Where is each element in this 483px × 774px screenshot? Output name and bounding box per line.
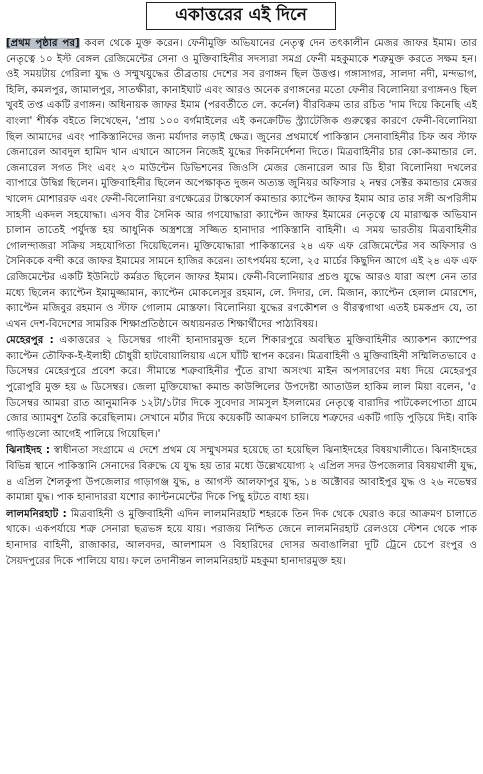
paragraph-meherpur <box>6 333 477 442</box>
paragraph-lead: [প্রথম পৃষ্ঠার পর] <box>6 38 80 49</box>
paragraph-lead: লালমনিরহাট : <box>6 508 67 520</box>
paragraph-text: স্বাধীনতা সংগ্রামে এ দেশে প্রথম যে সম্মুখসমর হয়েছে তা হয়েছিল ঝিনাইদহের বিষয়খালীতে। ঝিনাইদহের বিভিন্ন স্থানে পাকিস্তানি সেনাদের বিরুদ্ধে যে যুদ্ধ হয় তার মধ্যে উল্লেখযোগ্য ২ এপ্রিল সদর উপজেলার বিষয়খালী যুদ্ধ, ৪ এপ্রিল শৈলকুপা উপজেলার গাড়াগঞ্জ যুদ্ধ, ৪ আগস্ট আলফাপুর যুদ্ধ, ১৪ অক্টোবর আবাইপুর যুদ্ধ ও ২৬ নভেম্বর কামান্না যুদ্ধ। পাক হানাদাররা যশোর ক্যান্টনমেন্টের দিকে পিছু হটতে বাধ্য হয়। <box>6 445 477 504</box>
title-box <box>146 2 336 30</box>
paragraph-lalmonirhat <box>6 507 477 569</box>
paragraph-text: একাত্তরের ২ ডিসেম্বর গাংনী হানাদারমুক্ত হলে শিকারপুরে অবস্থিত মুক্তিবাহিনীর অ্যাকশন ক্যাম্পের ক্যাপ্টেন তৌফিক-ই-ইলাহী চৌধুরী হাটবোয়ালিয়ায় এসে ঘাঁটি স্থাপন করেন। মিত্রবাহিনী ও মুক্তিবাহিনী সম্মিলিতভাবে ৫ ডিসেম্বর মেহেরপুরে প্রবেশ করে। সীমান্তে শত্রুবাহিনীর পুঁতে রাখা অসংখ্য মাইন অপসারণের মধ্য দিয়ে মেহেরপুর পুরোপুরি মুক্ত হয় ৬ ডিসেম্বর। জেলা মুক্তিযোদ্ধা কমান্ড কাউন্সিলের উপদেষ্টা আতাউল হাকিম লাল মিয়া বলেন, '৫ ডিসেম্বর আমরা রাত আনুমানিক ১২টা/১টার দিকে সুবেদার সামসুল ইসলামের নেতৃত্বে বারাদির পাটকেলপোতা গ্রামে জোর অ্যামবুশ তৈরি করেছিলাম। সেখানে মর্টার দিয়ে কয়েকটি আক্রমণ চালিয়ে শত্রুদের একটি গাড়ি পুড়িয়ে দিই। বাকি গাড়িগুলো আগেই পালিয়ে গিয়েছিল।' <box>6 335 477 440</box>
paragraph-lead: ঝিনাইদহ : <box>6 445 50 457</box>
article-body <box>6 36 477 770</box>
paragraph-feni <box>6 36 477 332</box>
paragraph-text: মিত্রবাহিনী ও মুক্তিবাহিনী এদিন লালমনিরহাট শহরকে তিন দিক থেকে ঘেরাও করে আক্রমণ চালাতে থাকে। একপর্যায়ে শত্রু সেনারা ছত্রভঙ্গ হয়ে যায়। পরাজয় নিশ্চিত জেনে লালমনিরহাট রেলওয়ে স্টেশন থেকে পাক হানাদার বাহিনী, রাজাকার, আলবদর, আলশামস ও বিহারিদের দোসর অবাঙালিরা দুটি ট্রেনে চেপে রংপুর ও সৈয়দপুরের দিকে পালিয়ে যায়। ফলে তদানীন্তন লালমনিরহাট মহকুমা হানাদারমুক্ত হয়। <box>6 508 477 567</box>
paragraph-jhenaidah <box>6 443 477 505</box>
column-title: একাত্তরের এই দিনে <box>175 5 307 25</box>
paragraph-lead: মেহেরপুর : <box>6 335 54 347</box>
paragraph-text: কবল থেকে মুক্ত করেন। ফেনীমুক্তি অভিযানের নেতৃত্ব দেন তৎকালীন মেজর জাফর ইমাম। তার নেতৃত্বে ১০ ইস্ট বেঙ্গল রেজিমেন্টের সেনা ও মুক্তিবাহিনীর সদস্যরা সমগ্র ফেনী মহকুমাকে শত্রুমুক্ত করতে সক্ষম হন। ওই সময়টায় গেরিলা যুদ্ধ ও সম্মুখযুদ্ধের তীব্রতায় দেশের সব রণাঙ্গন ছিল উত্তপ্ত। গঙ্গাসাগর, সালদা নদী, মন্দভাগ, হিলি, কমলপুর, জামালপুর, সাতক্ষীরা, কানাইঘাট এবং আরও অনেক রণাঙ্গনের মতো ফেনীর বিলোনিয়া রণাঙ্গনও ছিল খুবই তপ্ত একটি রণাঙ্গন। অধিনায়ক জাফর ইমাম (পরবর্তীতে লে. কর্নেল) বীরবিক্রম তার রচিত 'দাম দিয়ে কিনেছি এই বাংলা' শীর্ষক বইতে লিখেছেন, 'প্রায় ১০০ বর্গমাইলের এই কনক্রেটিভ স্ট্র্যাটেজিক গুরুত্বের কারণে ফেনী-বিলোনিয়া ছিল আমাদের এবং পাকিস্তানিদের জন্য মর্যাদার লড়াই ক্ষেত্র। জুনের প্রথমার্ধে পাকিস্তান সেনাবাহিনীর চিফ অব স্টাফ জেনারেল আবদুল হামিদ খান এখানে আসেন নিজেই যুদ্ধের দিকনির্দেশনা দিতে। মিত্রবাহিনীর চার কো-কমান্ডার লে. জেনারেল সগত সিং এবং ২৩ মাউন্টেন ডিভিশনের জিওসি মেজর জেনারেল আর ডি হীরা বিলোনিয়া দখলের ব্যাপারে উদ্বিগ্ন ছিলেন। মুক্তিবাহিনীর ছিলেন অপেক্ষাকৃত দুজন অত্যন্ত জুনিয়র অফিসার ২ নম্বর সেক্টর কমান্ডার মেজর খালেদ মোশাররফ এবং ফেনী-বিলোনিয়া রণক্ষেত্রের টাস্কফোর্স কমান্ডার ক্যাপ্টেন জাফর ইমাম আর তার সঙ্গী অপরিসীম সাহসী একদল সহযোদ্ধা। এসব বীর সৈনিক আর গণযোদ্ধারা ক্যাপ্টেন জাফর ইমামের নেতৃত্বে যে মারাত্মক অভিযান চালান তাতেই পর্যুদস্ত হয় আধুনিক অস্ত্রশস্ত্রে সজ্জিত হানাদার পাকিস্তানি বাহিনী। এ সময় ভারতীয় মিত্রবাহিনীর গোলন্দাজরা সক্রিয় সহযোগিতা দিয়েছিলেন। মুক্তিযোদ্ধারা পাকিস্তানের ২৪ এফ এফ রেজিমেন্টের সব অফিসার ও সৈনিককে বন্দী করে জাফর ইমামের সামনে হাজির করেন। তাৎপর্যময় হলো, ২৫ মার্চের কিছুদিন আগে এই ২৪ এফ এফ রেজিমেন্টের একটি ইউনিটে কর্মরত ছিলেন জাফর ইমাম। ফেনী-বিলোনিয়ার প্রচণ্ড যুদ্ধে আরও যারা অংশ নেন তার মধ্যে ছিলেন ক্যাপ্টেন ইমামুজ্জামান, ক্যাপ্টেন মোকলেসুর রহমান, লে. দিদার, লে. মিজান, ক্যাপ্টেন হেলাল মোরশেদ, ক্যাপ্টেন মজিবুর রহমান ও স্টাফ গোলাম মোস্তফা। বিলোনিয়া যুদ্ধের রণকৌশল ও বীরত্বগাথা এতই চমকপ্রদ যে, তা এখন দেশ-বিদেশের সামরিক শিক্ষাপ্রতিষ্ঠানে অধ্যয়নরত শিক্ষার্থীদের পাঠ্যবিষয়। <box>6 38 477 330</box>
